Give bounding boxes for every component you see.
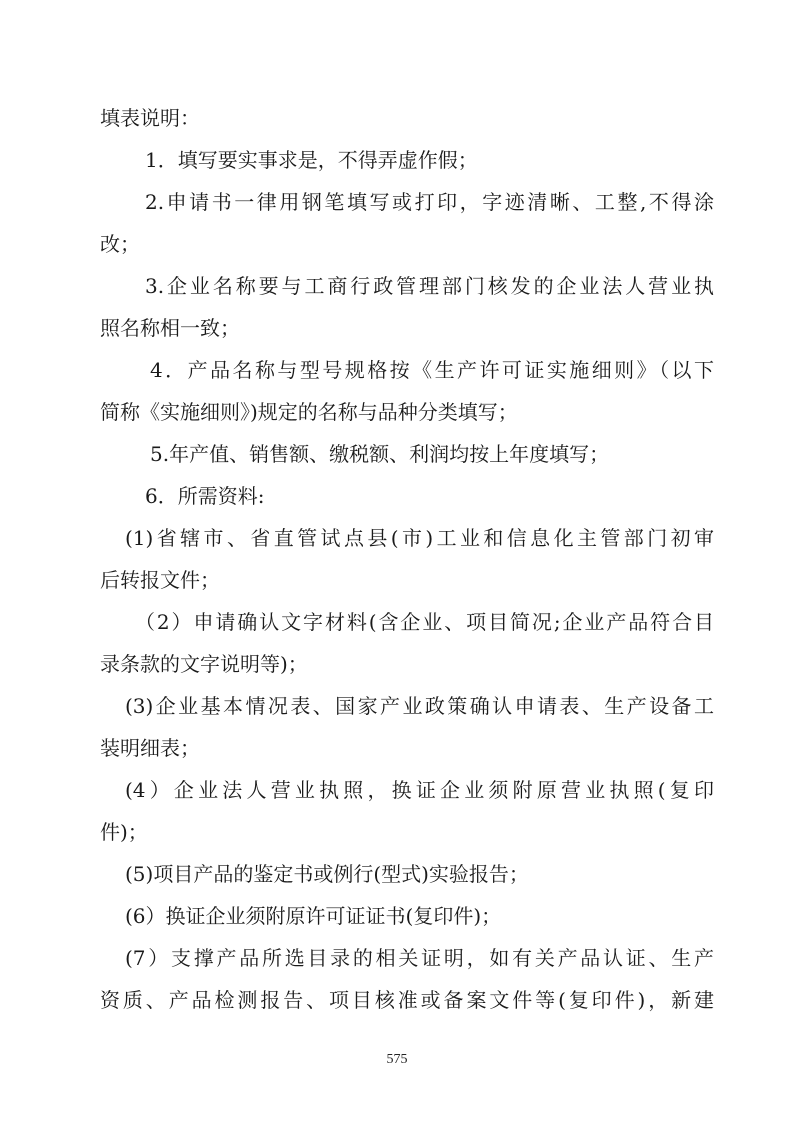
item-3-line-2: 照名称相一致；	[100, 316, 240, 340]
item-2-line-2: 改；	[100, 232, 140, 256]
item-4-line-2: 简称《实施细则》)规定的名称与品种分类填写；	[100, 400, 518, 424]
material-1-line-1: (1)省辖市、省直管试点县(市)工业和信息化主管部门初审	[125, 526, 714, 550]
material-2-line-1: （2）申请确认文字材料(含企业、项目简况;企业产品符合目	[135, 610, 714, 634]
material-6: (6）换证企业须附原许可证证书(复印件)；	[125, 904, 502, 928]
item-5: 5.年产值、销售额、缴税额、利润均按上年度填写；	[150, 442, 610, 466]
material-7-line-2: 资质、产品检测报告、项目核准或备案文件等(复印件)，新建	[100, 988, 714, 1012]
page-number: 575	[386, 1052, 408, 1067]
item-4-line-1: 4．产品名称与型号规格按《生产许可证实施细则》（以下	[150, 358, 714, 382]
material-5: (5)项目产品的鉴定书或例行(型式)实验报告；	[125, 862, 529, 886]
material-1-line-2: 后转报文件；	[100, 568, 220, 592]
material-3-line-1: (3)企业基本情况表、国家产业政策确认申请表、生产设备工	[125, 694, 714, 718]
material-4-line-1: (4）企业法人营业执照，换证企业须附原营业执照(复印	[125, 778, 714, 802]
material-3-line-2: 装明细表；	[100, 736, 200, 760]
material-7-line-1: (7）支撑产品所选目录的相关证明，如有关产品认证、生产	[125, 946, 714, 970]
material-2-line-2: 录条款的文字说明等)；	[100, 652, 308, 676]
item-2-line-1: 2.申请书一律用钢笔填写或打印，字迹清晰、工整,不得涂	[145, 190, 714, 214]
item-1: 1．填写要实事求是，不得弄虚作假；	[145, 148, 478, 172]
item-6: 6．所需资料:	[145, 484, 265, 508]
instructions-heading: 填表说明：	[100, 106, 200, 130]
material-4-line-2: 件)；	[100, 820, 148, 844]
item-3-line-1: 3.企业名称要与工商行政管理部门核发的企业法人营业执	[145, 274, 714, 298]
